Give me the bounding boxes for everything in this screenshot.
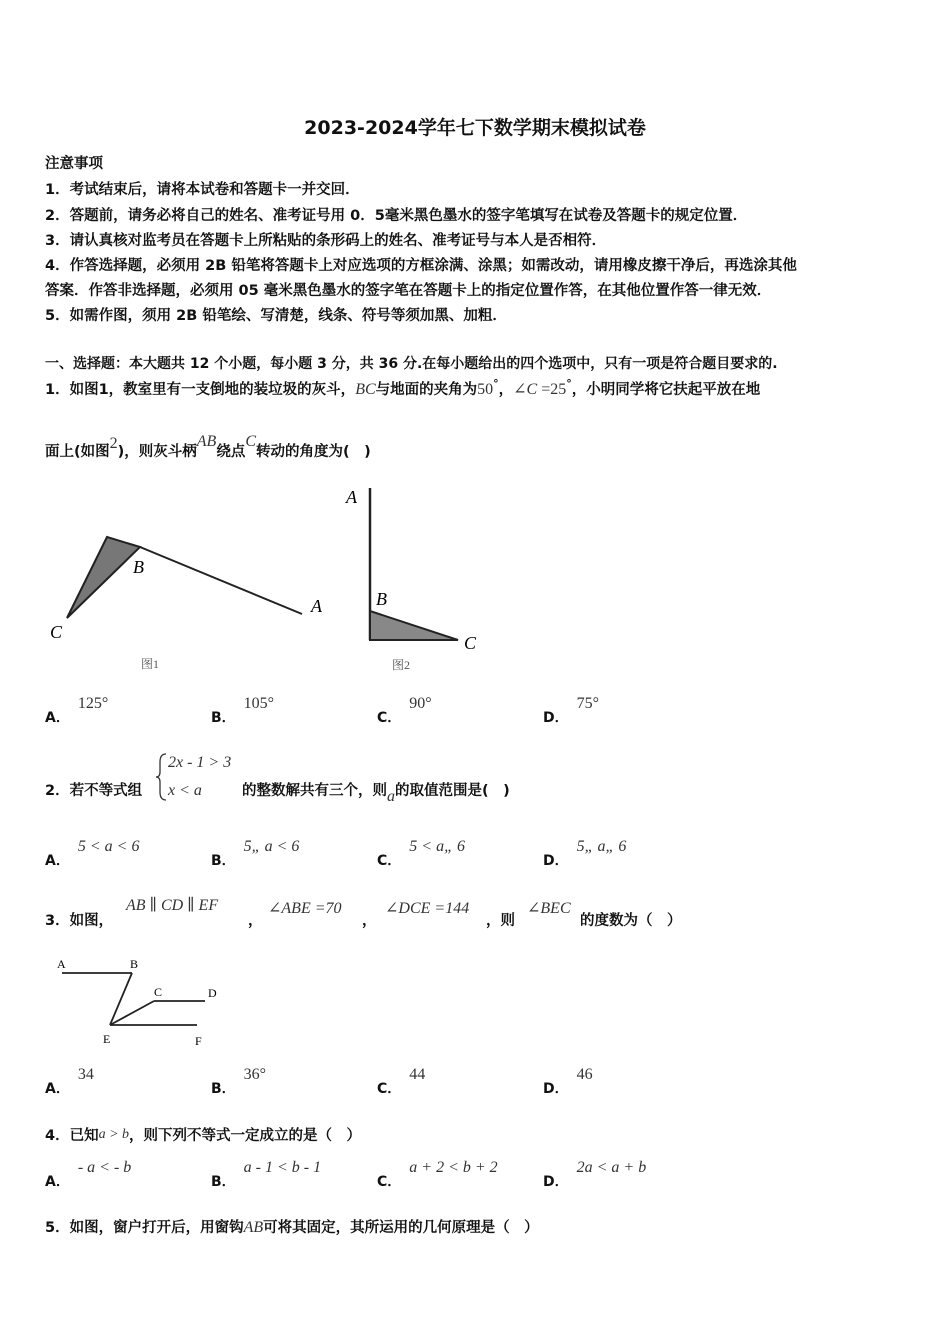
question-5: 5．如图，窗户打开后，用窗钩AB可将其固定，其所运用的几何原理是（ ） [45,1219,539,1236]
q2-option-b[interactable]: B．5„ a < 6 [211,838,300,869]
q2-option-a[interactable]: A．5 < a < 6 [45,838,140,869]
q3-option-b[interactable]: B．36° [211,1066,267,1097]
q3-option-d[interactable]: D．46 [543,1066,593,1097]
brace-icon [155,752,169,802]
question-1-line-2: 面上(如图2)，则灰斗柄AB绕点C转动的角度为( ) [45,433,371,460]
comma-2: ， [362,913,377,929]
question-1-line-1: 1．如图1，教室里有一支倒地的装垃圾的灰斗，BC与地面的夹角为50°，∠C =25°，小明同学将它扶起平放在地 [45,377,761,398]
figure-2 [340,483,500,678]
q1-option-c[interactable]: C．90° [377,695,432,726]
page-title: 2023-2024学年七下数学期末模拟试卷 [304,117,646,139]
comma-1: ， [248,913,263,929]
angle-bec: ∠BEC [527,900,571,917]
q4-option-b[interactable]: B．a - 1 < b - 1 [211,1159,322,1190]
angle-abe: ∠ABE =70 [268,900,342,917]
q2-option-d[interactable]: D．5„ a„ 6 [543,838,627,869]
label-d: D [208,986,217,1000]
label-b: B [376,589,387,609]
figure-3 [55,955,235,1050]
q4-option-a[interactable]: A．- a < - b [45,1159,132,1190]
note-3: 3．请认真核对监考员在答题卡上所粘贴的条形码上的姓名、准考证号与本人是否相符． [45,233,607,249]
label-e: E [103,1032,111,1046]
dustpan-figure-2 [370,611,458,640]
section-heading: 一、选择题：本大题共 12 个小题，每小题 3 分，共 36 分.在每小题给出的四个选项中，只有一项是符合题目要求的. [45,356,778,372]
label-c: C [464,633,477,653]
question-3-start: 3．如图， [45,913,114,929]
label-a: A [346,487,357,507]
q1-option-b[interactable]: B．105° [211,695,275,726]
question-2-start: 2．若不等式组 [45,783,143,799]
figure-1-caption: 图1 [141,657,160,671]
dustpan-figure-1 [67,537,140,618]
label-b: B [133,557,144,577]
q1-option-d[interactable]: D．75° [543,695,600,726]
system-line-2: x < a [168,782,202,799]
label-f: F [195,1034,202,1048]
figure-2-caption: 图2 [392,658,411,672]
line-ec [110,1001,154,1025]
question-2-end: 的整数解共有三个，则a的取值范围是( ) [242,783,510,805]
label-a: A [311,596,322,616]
label-c: C [154,985,163,999]
parallel-condition: AB ∥ CD ∥ EF [126,897,219,914]
question-3-end: 的度数为（ ） [580,913,682,929]
handle-ab-figure-1 [140,547,302,614]
label-c: C [50,622,63,642]
label-a: A [57,957,66,971]
q4-option-c[interactable]: C．a + 2 < b + 2 [377,1159,498,1190]
figure-1 [45,530,335,680]
label-b: B [130,957,139,971]
question-4: 4．已知a > b，则下列不等式一定成立的是（ ） [45,1127,362,1144]
line-be [110,973,132,1025]
note-4-continued: 答案．作答非选择题，必须用 05 毫米黑色墨水的签字笔在答题卡上的指定位置作答，在其他位置作答一律无效． [45,283,772,299]
q1-option-a[interactable]: A．125° [45,695,109,726]
note-4: 4．作答选择题，必须用 2B 铅笔将答题卡上对应选项的方框涂满、涂黑；如需改动，请用橡皮擦干净后，再选涂其他 [45,258,797,274]
q2-option-c[interactable]: C．5 < a„ 6 [377,838,465,869]
q4-option-d[interactable]: D．2a < a + b [543,1159,647,1190]
notes-heading: 注意事项 [45,156,103,172]
q3-option-c[interactable]: C．44 [377,1066,426,1097]
note-2: 2．答题前，请务必将自己的姓名、准考证号用 0．5毫米黑色墨水的签字笔填写在试卷及答题卡的规定位置． [45,208,748,224]
note-5: 5．如需作图，须用 2B 铅笔绘、写清楚，线条、符号等须加黑、加粗． [45,308,507,324]
angle-dce: ∠DCE =144 [385,900,470,917]
q3-option-a[interactable]: A．34 [45,1066,94,1097]
note-1: 1．考试结束后，请将本试卷和答题卡一并交回． [45,182,360,198]
question-3-then: ，则 [486,913,515,929]
system-line-1: 2x - 1 > 3 [168,754,232,771]
